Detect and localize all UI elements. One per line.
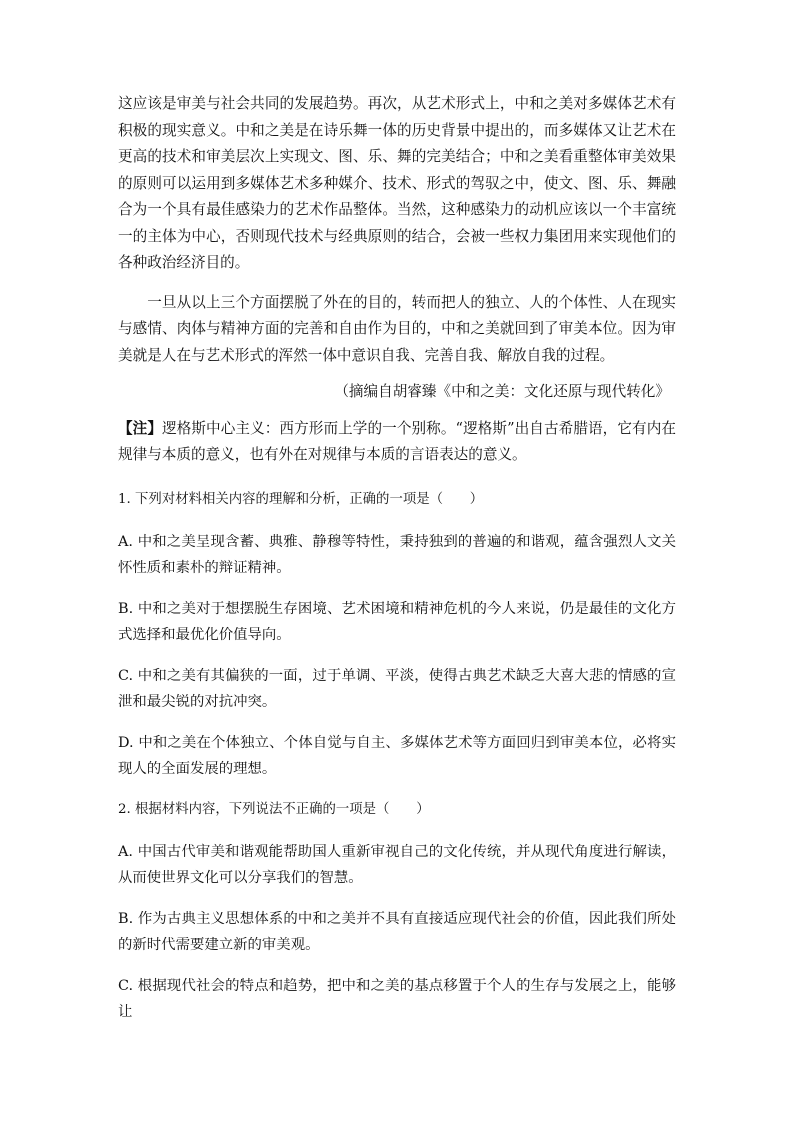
option-c: C. 中和之美有其偏狭的一面，过于单调、平淡，使得古典艺术缺乏大喜大悲的情感的宣泄和最尖锐的对抗冲突。 [118,667,676,710]
option-d: D. 中和之美在个体独立、个体自觉与自主、多媒体艺术等方面回归到审美本位，必将实现人的全面发展的理想。 [118,734,676,777]
passage-paragraph-1: 这应该是审美与社会共同的发展趋势。再次，从艺术形式上，中和之美对多媒体艺术有积极的现实意义。中和之美是在诗乐舞一体的历史背景中提出的，而多媒体又让艺术在更高的技术和审美层次上实现文、图、乐、舞的完美结合；中和之美看重整体审美效果的原则可以运用到多媒体艺术多种媒介、技术、形式的驾驭之中，使文、图、乐、舞融合为一个具有最佳感染力的艺术作品整体。当然，这种感染力的动机应该以一个丰富统一的主体为中心，否则现代技术与经典原则的结合，会被一些权力集团用来实现他们的各种政治经济目的。 [118,95,676,271]
annotation-note [118,416,676,469]
option-b: B. 作为古典主义思想体系的中和之美并不具有直接适应现代社会的价值，因此我们所处的新时代需要建立新的审美观。 [118,910,676,953]
passage-source: （摘编自胡睿臻《中和之美：文化还原与现代转化》 [334,383,670,400]
passage-paragraph-2: 一旦从以上三个方面摆脱了外在的目的，转而把人的独立、人的个体性、人在现实与感情、肉体与精神方面的完善和自由作为目的，中和之美就回到了审美本位。因为审美就是人在与艺术形式的浑然一体中意识自我、完善自我、解放自我的过程。 [118,293,676,364]
question-2 [118,799,676,1025]
question-1 [118,489,676,782]
option-a: A. 中国古代审美和谐观能帮助国人重新审视自己的文化传统，并从现代角度进行解读，从而使世界文化可以分享我们的智慧。 [118,843,676,886]
option-c: C. 根据现代社会的特点和趋势，把中和之美的基点移置于个人的生存与发展之上，能够让 [118,977,676,1020]
note-label: 【注】 [118,419,163,437]
option-a: A. 中和之美呈现含蓄、典雅、静穆等特性，秉持独到的普遍的和谐观，蕴含强烈人文关怀性质和素朴的辩证精神。 [118,533,676,576]
option-b: B. 中和之美对于想摆脱生存困境、艺术困境和精神危机的今人来说，仍是最佳的文化方式选择和最优化价值导向。 [118,600,676,643]
note-text: 逻格斯中心主义：西方形而上学的一个别称。“逻格斯”出自古希腊语，它有内在规律与本质的意义，也有外在对规律与本质的言语表达的意义。 [118,419,676,463]
document-content [118,91,676,1025]
question-stem: 2. 根据材料内容，下列说法不正确的一项是（ ） [118,801,430,817]
question-stem: 1. 下列对材料相关内容的理解和分析，正确的一项是（ ） [118,491,484,507]
